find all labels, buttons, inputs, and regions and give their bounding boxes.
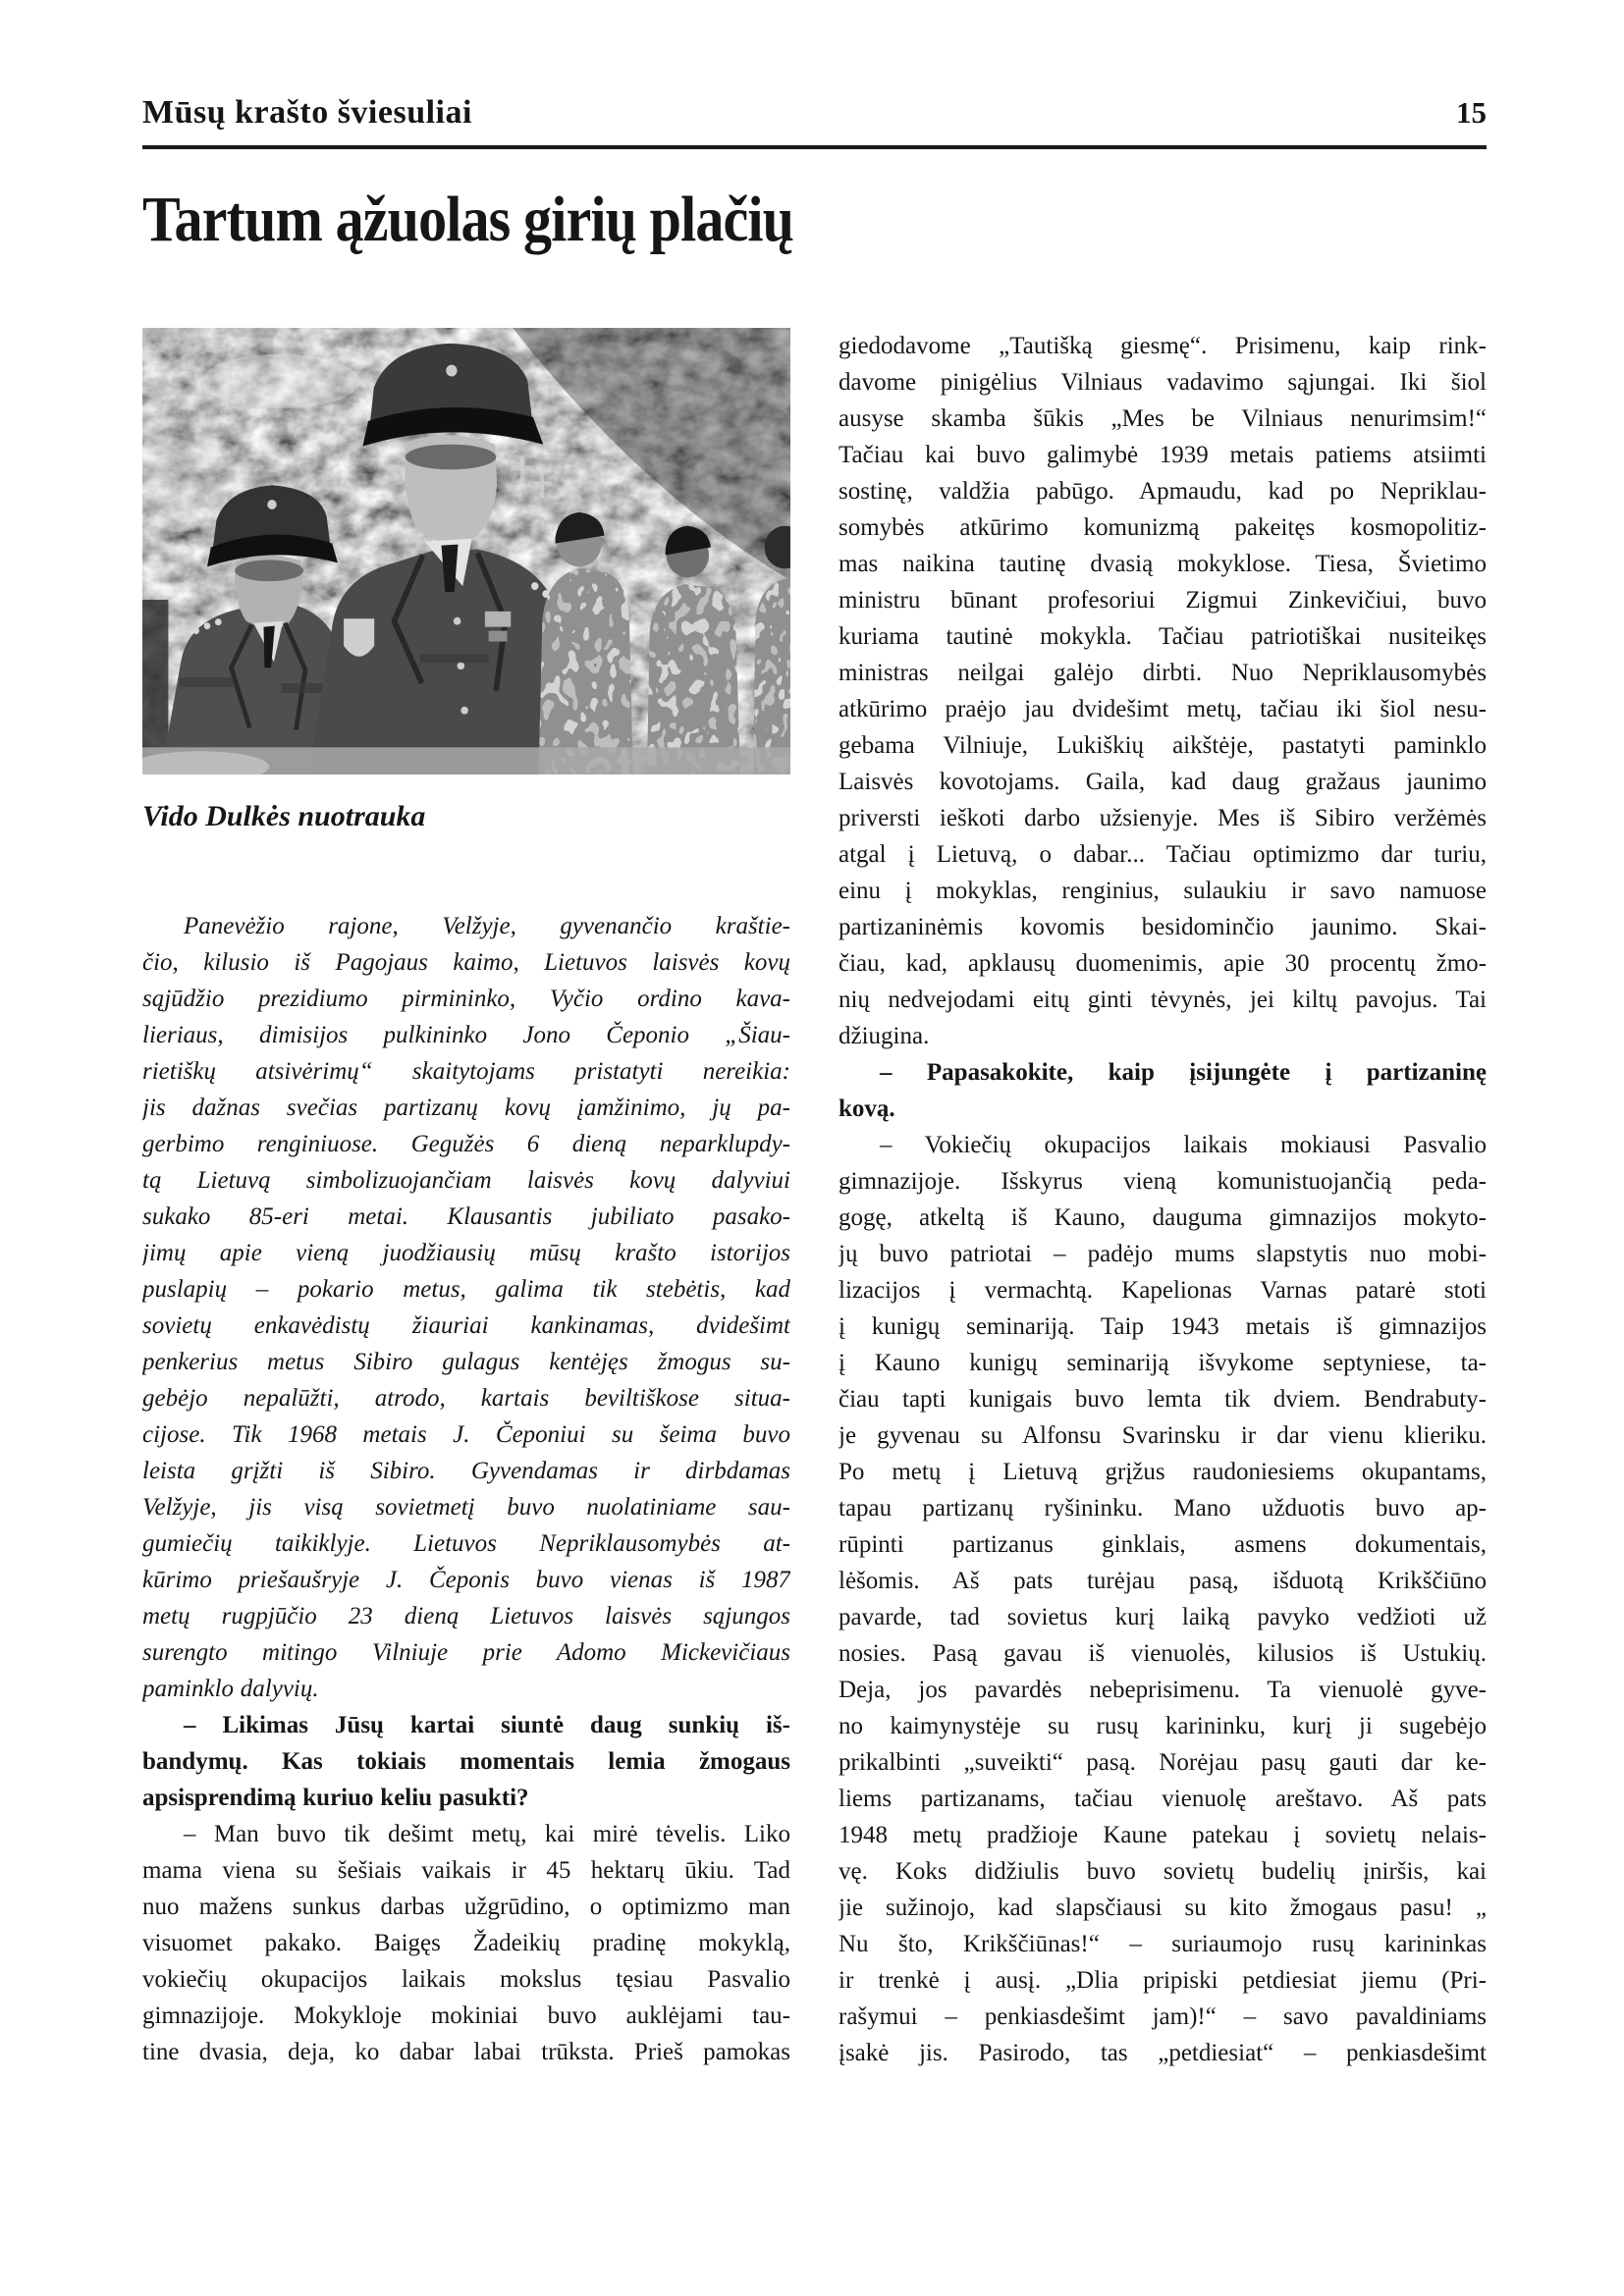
text-line: einu į mokyklas, renginius, sulaukiu ir savo namuose (839, 878, 1487, 904)
text-line: į Kauno kunigų seminariją išvykome septyniese, ta- (839, 1350, 1487, 1376)
text-line: – Man buvo tik dešimt metų, kai mirė tėvelis. Liko (184, 1821, 790, 1847)
text-line: – Vokiečių okupacijos laikais mokiausi Pasvalio (880, 1132, 1487, 1158)
left-text-block (142, 908, 790, 2070)
text-line: kūrimo priešaušryje J. Čeponis buvo vienas iš 1987 (142, 1567, 790, 1593)
text-line: gimnazijoje. Mokykloje mokiniai buvo auklėjami tau- (142, 2002, 790, 2029)
text-line: lieriaus, dimisijos pulkininko Jono Čeponio „Šiau- (142, 1022, 790, 1048)
paragraph (142, 1816, 790, 2070)
text-line: sostinę, valdžia pabūgo. Apmaudu, kad po Nepriklau- (839, 478, 1487, 505)
text-line: davome pinigėlius Vilniaus vadavimo sąjungai. Iki šiol (839, 369, 1487, 396)
paragraph (142, 1707, 790, 1816)
text-line: džiugina. (839, 1023, 930, 1049)
text-line: ausyse skamba šūkis „Mes be Vilniaus nenurimsim!“ (839, 405, 1487, 432)
text-line: puslapių – pokario metus, galima tik stebėtis, kad (142, 1276, 790, 1303)
text-line: Nu što, Krikščiūnas!“ – suriaumojo rusų karininkas (839, 1931, 1487, 1957)
section-title: Mūsų krašto šviesuliai (142, 94, 472, 131)
text-line: į kunigų seminariją. Taip 1943 metais iš gimnazijos (839, 1313, 1487, 1340)
text-line: surengto mitingo Vilniuje prie Adomo Mickevičiaus (142, 1639, 790, 1666)
text-line: Laisvės kovotojams. Gaila, kad daug gražaus jaunimo (839, 769, 1487, 795)
photo-figure (142, 328, 790, 835)
text-line: giedodavome „Tautišką giesmę“. Prisimenu, kaip rink- (839, 333, 1487, 359)
text-line: rūpinti partizanus ginklais, asmens dokumentais, (839, 1531, 1487, 1558)
text-line: sukako 85-eri metai. Klausantis jubiliato pasako- (142, 1203, 790, 1230)
text-line: liems partizanams, tačiau vienuolę areštavo. Aš pats (839, 1786, 1487, 1812)
text-line: 1948 metų pradžioje Kaune patekau į sovietų nelais- (839, 1822, 1487, 1848)
text-line: gebėjo nepalūžti, atrodo, kartais beviltiškose situa- (142, 1385, 790, 1412)
text-line: vokiečių okupacijos laikais mokslus tęsiau Pasvalio (142, 1966, 790, 1993)
text-line: čiau tapti kunigais buvo lemta tik dviem. Bendrabuty- (839, 1386, 1487, 1413)
text-line: ministras neilgai galėjo dirbti. Nuo Nepriklausomybės (839, 660, 1487, 686)
text-line: gebama Vilniuje, Lukiškių aikštėje, pastatyti paminklo (839, 732, 1487, 759)
text-line: ir trenkė į ausį. „Dlia pripiski petdiesiat jiemu (Pri- (839, 1967, 1487, 1994)
text-line: mas naikina tautinę dvasią mokyklose. Tiesa, Švietimo (839, 551, 1487, 577)
text-line: Deja, jos pavardės nebeprisimenu. Ta vienuolė gyve- (839, 1677, 1487, 1703)
text-line: kovą. (839, 1095, 895, 1122)
text-line: čio, kilusio iš Pagojaus kaimo, Lietuvos laisvės kovų (142, 949, 790, 976)
right-column (839, 328, 1487, 2071)
text-line: gogę, atkeltą iš Kauno, dauguma gimnazijos mokyto- (839, 1204, 1487, 1231)
article-columns (142, 328, 1487, 2071)
text-line: gerbimo renginiuose. Gegužės 6 dieną neparklupdy- (142, 1131, 790, 1157)
text-line: jis dažnas svečias partizanų kovų įamžinimo, jų pa- (142, 1095, 790, 1121)
text-line: Panevėžio rajone, Velžyje, gyvenančio kraštie- (184, 913, 790, 939)
photo (142, 328, 790, 774)
article-title (142, 183, 1487, 257)
paragraph (839, 1127, 1487, 2071)
text-line: paminklo dalyvių. (142, 1676, 319, 1702)
right-text-block (839, 328, 1487, 2071)
text-line: gimnazijoje. Išskyrus vieną komunistuojančią peda- (839, 1168, 1487, 1195)
photo-caption: Vido Dulkės nuotrauka (142, 800, 426, 832)
text-line: rietiškų atsivėrimų“ skaitytojams pristatyti nereikia: (142, 1058, 790, 1085)
text-line: bandymų. Kas tokiais momentais lemia žmogaus (142, 1748, 790, 1775)
text-line: – Papasakokite, kaip įsijungėte į partizaninę (880, 1059, 1487, 1086)
text-line: visuomet pakako. Baigęs Žadeikių pradinę mokyklą, (142, 1930, 790, 1956)
text-line: lėšomis. Aš pats turėjau pasą, išduotą Krikščiūno (839, 1568, 1487, 1594)
paragraph (839, 1054, 1487, 1127)
text-line: tapau partizanų ryšininku. Mano užduotis buvo ap- (839, 1495, 1487, 1522)
text-line: somybės atkūrimo komunizmą pakeitęs kosmopolitiz- (839, 514, 1487, 541)
text-line: leista grįžti iš Sibiro. Gyvendamas ir dirbdamas (142, 1458, 790, 1484)
text-line: gumiečių taikiklyje. Lietuvos Nepriklausomybės at- (142, 1530, 790, 1557)
text-line: jų buvo patriotai – padėjo mums slapstytis nuo mobi- (839, 1241, 1487, 1267)
article-title-text: Tartum ąžuolas girių plačių (142, 184, 794, 255)
text-line: rašymui – penkiasdešimt jam)!“ – savo pavaldiniams (839, 2003, 1487, 2030)
text-line: penkerius metus Sibiro gulagus kentėjęs žmogus su- (142, 1349, 790, 1375)
sky-patch (202, 354, 359, 408)
text-line: prikalbinti „suveikti“ pasą. Norėjau pasų gauti dar ke- (839, 1749, 1487, 1776)
page-number: 15 (1456, 95, 1487, 130)
text-line: metų rugpjūčio 23 dieną Lietuvos laisvės sąjungos (142, 1603, 790, 1629)
text-line: partizaninėmis kovomis besidominčio jaunimo. Skai- (839, 914, 1487, 940)
text-line: nosies. Pasą gavau iš vienuolės, kilusios iš Ustukių. (839, 1640, 1487, 1667)
text-line: no kaimynystėje su rusų karininku, kurį ji sugebėjo (839, 1713, 1487, 1739)
text-line: Po metų į Lietuvą grįžus raudoniesiems okupantams, (839, 1459, 1487, 1485)
photo-illustration (142, 328, 790, 774)
text-line: Tačiau kai buvo galimybė 1939 metais patiems atsiimti (839, 442, 1487, 468)
text-line: cijose. Tik 1968 metais J. Čeponiui su šeima buvo (142, 1421, 790, 1448)
text-line: je gyvenau su Alfonsu Svarinsku ir dar vienu klieriku. (839, 1422, 1487, 1449)
text-line: apsisprendimą kuriuo keliu pasukti? (142, 1785, 529, 1811)
left-column (142, 328, 790, 2071)
page-header (142, 94, 1487, 133)
text-line: atgal į Lietuvą, o dabar... Tačiau optimizmo dar turiu, (839, 841, 1487, 868)
header-rule (142, 145, 1487, 149)
text-line: tine dvasia, deja, ko dabar labai trūksta. Prieš pamokas (142, 2039, 790, 2065)
text-line: įsakė jis. Pasirodo, tas „petdiesiat“ – penkiasdešimt (839, 2040, 1487, 2066)
text-line: – Likimas Jūsų kartai siuntė daug sunkių iš- (184, 1712, 790, 1738)
text-line: kuriama tautinė mokykla. Tačiau patriotiškai nusiteikęs (839, 623, 1487, 650)
text-line: čiau, kad, apklausų duomenimis, apie 30 procentų žmo- (839, 950, 1487, 977)
text-line: vę. Koks didžiulis buvo sovietų budelių įniršis, kai (839, 1858, 1487, 1885)
text-line: tą Lietuvą simbolizuojančiam laisvės kovų dalyviui (142, 1167, 790, 1194)
text-line: mama viena su šešiais vaikais ir 45 hektarų ūkiu. Tad (142, 1857, 790, 1884)
text-line: nuo mažens sunkus darbas užgrūdino, o optimizmo man (142, 1894, 790, 1920)
text-line: priversti ieškoti darbo užsienyje. Mes iš Sibiro veržėmės (839, 805, 1487, 831)
text-line: Velžyje, jis visą sovietmetį buvo nuolatiniame sau- (142, 1494, 790, 1521)
text-line: lizacijos į vermachtą. Kapelionas Varnas patarė stoti (839, 1277, 1487, 1304)
text-line: sąjūdžio prezidiumo pirmininko, Vyčio ordino kava- (142, 986, 790, 1012)
text-line: pavarde, tad sovietus kurį laiką pavyko vedžioti už (839, 1604, 1487, 1630)
text-line: jie sužinojo, kad slapsčiausi su kito žmogaus pasu! „ (839, 1895, 1487, 1921)
text-line: nių nedvejodami eitų ginti tėvynės, jei kiltų pavojus. Tai (839, 987, 1487, 1013)
text-line: sovietų enkavėdistų žiauriai kankinamas, dvidešimt (142, 1312, 790, 1339)
text-line: ministru būnant profesoriui Zigmui Zinkevičiui, buvo (839, 587, 1487, 614)
paragraph (142, 908, 790, 1707)
paragraph (839, 328, 1487, 1054)
text-line: jimų apie vieną juodžiausių mūsų krašto istorijos (142, 1240, 790, 1266)
text-line: atkūrimo praėjo jau dvidešimt metų, tačiau iki šiol nesu- (839, 696, 1487, 722)
